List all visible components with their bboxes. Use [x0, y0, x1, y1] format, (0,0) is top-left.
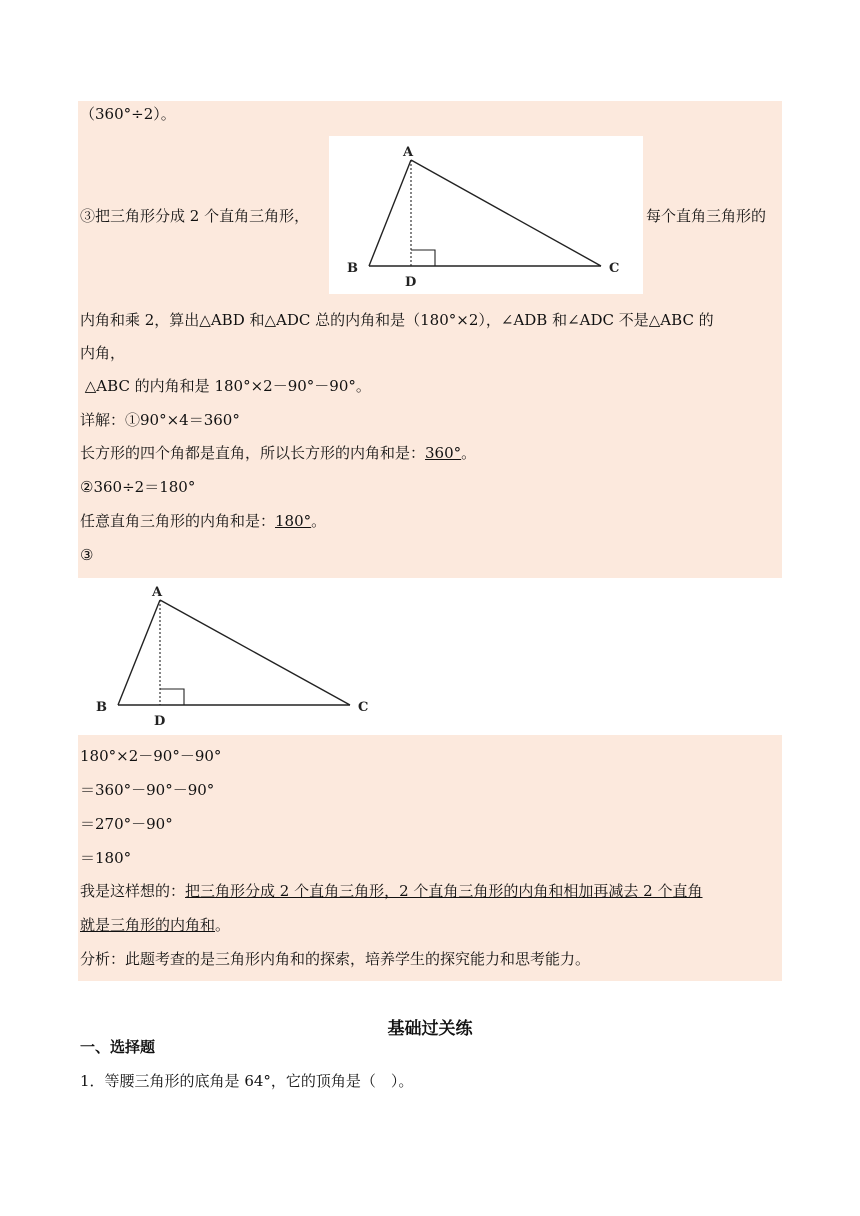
answer-underlined: 180° [275, 512, 312, 530]
calc-line: ＝360°－90°－90° [80, 781, 215, 799]
text-line: ③ [80, 546, 94, 564]
text-line [80, 443, 476, 463]
triangle-figure-2 [78, 578, 392, 735]
text-segment: 。 [311, 512, 327, 530]
vertex-label-a: A [403, 145, 414, 160]
text-line: ③把三角形分成 2 个直角三角形， [80, 207, 310, 225]
vertex-label-b: B [96, 700, 107, 715]
subsection-title: 一、选择题 [80, 1038, 156, 1056]
answer-underlined: 就是三角形的内角和 [80, 916, 216, 934]
triangle-figure-1 [329, 136, 643, 294]
text-line: （360°÷2）。 [80, 105, 176, 123]
vertex-label-a: A [152, 585, 163, 600]
answer-underlined: 360° [425, 444, 462, 462]
text-line: ②360÷2＝180° [80, 478, 196, 496]
text-line [80, 915, 230, 935]
vertex-label-c: C [358, 700, 369, 715]
calc-line: 180°×2－90°－90° [80, 747, 222, 765]
highlight-block-2 [78, 735, 782, 981]
text-segment: 。 [461, 444, 477, 462]
text-segment: 我是这样想的： [80, 882, 186, 900]
section-title: 基础过关练 [387, 1019, 473, 1039]
vertex-label-d: D [154, 714, 166, 729]
analysis-text: 分析：此题考查的是三角形内角和的探索，培养学生的探究能力和思考能力。 [80, 950, 591, 968]
text-line: 每个直角三角形的 [646, 207, 767, 225]
text-line: 内角和乘 2，算出△ABD 和△ADC 总的内角和是（180°×2），∠ADB 和∠ADC 不是△ABC 的 [80, 311, 714, 329]
text-line: 详解：①90°×4＝360° [80, 411, 240, 429]
text-segment: 。 [215, 916, 231, 934]
calc-line: ＝180° [80, 849, 132, 867]
calc-line: ＝270°－90° [80, 815, 173, 833]
text-line [80, 881, 703, 901]
vertex-label-d: D [405, 275, 417, 290]
vertex-label-c: C [609, 261, 620, 276]
text-line [80, 511, 326, 531]
text-line: △ABC 的内角和是 180°×2－90°－90°。 [80, 377, 371, 395]
text-segment: 长方形的四个角都是直角，所以长方形的内角和是： [80, 444, 426, 462]
vertex-label-b: B [347, 261, 358, 276]
text-line: 内角， [80, 344, 126, 362]
text-segment: 任意直角三角形的内角和是： [80, 512, 276, 530]
question-1: 1．等腰三角形的底角是 64°，它的顶角是（ ）。 [80, 1072, 414, 1090]
answer-underlined: 把三角形分成 2 个直角三角形，2 个直角三角形的内角和相加再减去 2 个直角 [185, 882, 703, 900]
